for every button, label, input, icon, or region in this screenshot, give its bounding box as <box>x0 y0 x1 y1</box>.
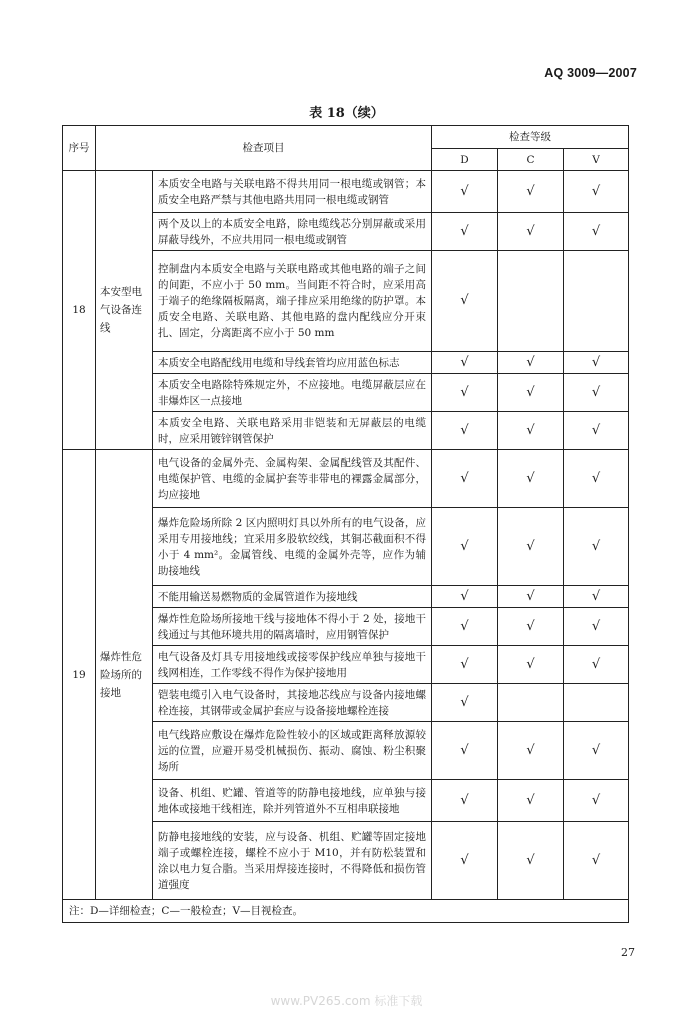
check-d: √ <box>432 586 498 608</box>
item-text: 本质安全电路与关联电路不得共用同一根电缆或钢管；本质安全电路严禁与其他电路共用同一根电缆或钢管 <box>153 171 432 213</box>
check-c: √ <box>498 608 564 646</box>
watermark: www.PV265.com 标准下载 <box>270 994 423 1008</box>
check-c: √ <box>498 374 564 412</box>
table-body <box>63 171 629 923</box>
standard-code: AQ 3009—2007 <box>544 66 637 80</box>
check-d: √ <box>432 684 498 722</box>
header-item: 检查项目 <box>96 126 432 171</box>
check-v: √ <box>564 508 629 586</box>
check-v: √ <box>564 450 629 508</box>
header-seq: 序号 <box>63 126 96 171</box>
check-d: √ <box>432 412 498 450</box>
check-v: √ <box>564 213 629 251</box>
item-text: 防静电接地线的安装，应与设备、机组、贮罐等固定接地端子或螺栓连接，螺栓不应小于 M10，并有防松装置和涂以电力复合脂。当采用焊接连接时，不得降低和损伤管道强度 <box>153 822 432 900</box>
check-v: √ <box>564 352 629 374</box>
item-text: 控制盘内本质安全电路与关联电路或其他电路的端子之间的间距，不应小于 50 mm。当间距不符合时，应采用高于端子的绝缘隔板隔离，端子排应采用绝缘的防护罩。本质安全电路、关联电路、其他电路的盘内配线应分开束扎、固定，分离距离不应小于 50 mm <box>153 251 432 352</box>
item-text: 本质安全电路、关联电路采用非铠装和无屏蔽层的电缆时，应采用镀锌钢管保护 <box>153 412 432 450</box>
item-text: 两个及以上的本质安全电路，除电缆线芯分别屏蔽或采用屏蔽导线外，不应共用同一根电缆或钢管 <box>153 213 432 251</box>
group-category: 本安型电气设备连线 <box>96 171 153 450</box>
check-d: √ <box>432 508 498 586</box>
table-row <box>63 450 629 508</box>
check-d: √ <box>432 251 498 352</box>
item-text: 设备、机组、贮罐、管道等的防静电接地线，应单独与接地体或接地干线相连，除并列管道外不互相串联接地 <box>153 780 432 822</box>
header-level: 检查等级 <box>432 126 629 149</box>
check-c: √ <box>498 722 564 780</box>
check-v: √ <box>564 586 629 608</box>
check-d: √ <box>432 171 498 213</box>
check-v: √ <box>564 374 629 412</box>
group-seq: 19 <box>63 450 96 900</box>
check-v <box>564 251 629 352</box>
check-c: √ <box>498 352 564 374</box>
check-c: √ <box>498 780 564 822</box>
table-row <box>63 171 629 213</box>
check-v: √ <box>564 722 629 780</box>
check-d: √ <box>432 646 498 684</box>
check-c: √ <box>498 171 564 213</box>
check-c <box>498 684 564 722</box>
check-d: √ <box>432 450 498 508</box>
check-d: √ <box>432 352 498 374</box>
item-text: 本质安全电路除特殊规定外，不应接地。电缆屏蔽层应在非爆炸区一点接地 <box>153 374 432 412</box>
check-v: √ <box>564 646 629 684</box>
item-text: 铠装电缆引入电气设备时，其接地芯线应与设备内接地螺栓连接，其钢带或金属护套应与设备接地螺栓连接 <box>153 684 432 722</box>
check-c: √ <box>498 450 564 508</box>
check-c: √ <box>498 213 564 251</box>
check-d: √ <box>432 374 498 412</box>
group-seq: 18 <box>63 171 96 450</box>
inspection-table <box>62 125 629 923</box>
group-category: 爆炸性危险场所的接地 <box>96 450 153 900</box>
check-v: √ <box>564 780 629 822</box>
check-d: √ <box>432 608 498 646</box>
check-c: √ <box>498 508 564 586</box>
check-d: √ <box>432 213 498 251</box>
check-v: √ <box>564 171 629 213</box>
page-number: 27 <box>621 946 635 959</box>
item-text: 本质安全电路配线用电缆和导线套管均应用蓝色标志 <box>153 352 432 374</box>
table-row <box>63 900 629 923</box>
check-c: √ <box>498 412 564 450</box>
check-v: √ <box>564 608 629 646</box>
check-c <box>498 251 564 352</box>
item-text: 爆炸危险场所除 2 区内照明灯具以外所有的电气设备，应采用专用接地线；宜采用多股软绞线，其铜芯截面积不得小于 4 mm²。金属管线、电缆的金属外壳等，应作为辅助接地线 <box>153 508 432 586</box>
check-c: √ <box>498 586 564 608</box>
item-text: 不能用输送易燃物质的金属管道作为接地线 <box>153 586 432 608</box>
check-v <box>564 684 629 722</box>
table-title: 表 18（续） <box>309 106 384 121</box>
check-c: √ <box>498 822 564 900</box>
check-d: √ <box>432 822 498 900</box>
check-d: √ <box>432 780 498 822</box>
table-note: 注：D—详细检查；C—一般检查；V—目视检查。 <box>63 900 629 923</box>
check-d: √ <box>432 722 498 780</box>
item-text: 电气设备及灯具专用接地线或接零保护线应单独与接地干线网相连，工作零线不得作为保护接地用 <box>153 646 432 684</box>
header-level-d: D <box>432 149 498 171</box>
item-text: 电气线路应敷设在爆炸危险性较小的区域或距离释放源较远的位置，应避开易受机械损伤、振动、腐蚀、粉尘积聚场所 <box>153 722 432 780</box>
item-text: 爆炸性危险场所接地干线与接地体不得小于 2 处，接地干线通过与其他环境共用的隔离墙时，应用钢管保护 <box>153 608 432 646</box>
header-level-v: V <box>564 149 629 171</box>
header-level-c: C <box>498 149 564 171</box>
check-c: √ <box>498 646 564 684</box>
check-v: √ <box>564 822 629 900</box>
item-text: 电气设备的金属外壳、金属构架、金属配线管及其配件、电缆保护管、电缆的金属护套等非带电的裸露金属部分，均应接地 <box>153 450 432 508</box>
check-v: √ <box>564 412 629 450</box>
